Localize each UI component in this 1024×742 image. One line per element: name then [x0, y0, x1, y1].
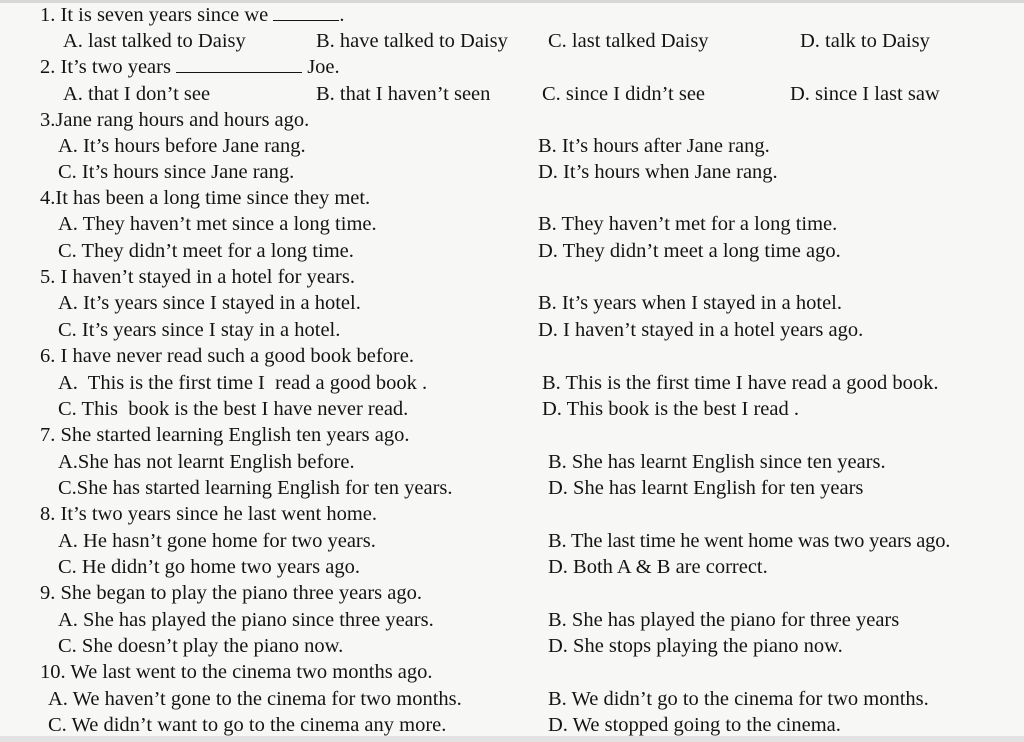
question-8-option-a[interactable]: A. He hasn’t gone home for two years.	[58, 530, 376, 552]
bottom-edge	[0, 736, 1024, 742]
question-4-option-c[interactable]: C. They didn’t meet for a long time.	[58, 240, 354, 262]
question-6-option-b[interactable]: B. This is the first time I have read a good book.	[542, 372, 939, 394]
question-2-option-c[interactable]: C. since I didn’t see	[542, 83, 706, 105]
question-9-option-d[interactable]: D. She stops playing the piano now.	[548, 635, 843, 657]
question-7-option-a[interactable]: A.She has not learnt English before.	[58, 451, 355, 473]
question-3-option-d[interactable]: D. It’s hours when Jane rang.	[538, 161, 778, 183]
question-5-option-c[interactable]: C. It’s years since I stay in a hotel.	[58, 319, 341, 341]
question-2-option-d[interactable]: D. since I last saw	[790, 83, 940, 105]
question-6-option-c[interactable]: C. This book is the best I have never read.	[58, 398, 409, 420]
question-9-option-b[interactable]: B. She has played the piano for three years	[548, 609, 900, 631]
question-10-option-d[interactable]: D. We stopped going to the cinema.	[548, 714, 841, 736]
question-5-option-a[interactable]: A. It’s years since I stayed in a hotel.	[58, 292, 361, 314]
question-1-text: 1. It is seven years since we	[40, 4, 269, 26]
question-1-option-b[interactable]: B. have talked to Daisy	[316, 30, 508, 52]
question-2-stem	[40, 54, 340, 80]
question-10-option-c[interactable]: C. We didn’t want to go to the cinema any more.	[48, 714, 447, 736]
question-9-stem: 9. She began to play the piano three years ago.	[40, 582, 422, 604]
question-3-option-b[interactable]: B. It’s hours after Jane rang.	[538, 135, 770, 157]
question-1-text-end: .	[339, 4, 345, 26]
question-2-option-a[interactable]: A. that I don’t see	[63, 83, 211, 105]
question-6-option-a[interactable]: A. This is the first time I read a good book .	[58, 372, 428, 394]
question-8-stem: 8. It’s two years since he last went home.	[40, 503, 378, 525]
question-10-stem: 10. We last went to the cinema two months ago.	[40, 661, 433, 683]
question-5-option-b[interactable]: B. It’s years when I stayed in a hotel.	[538, 292, 843, 314]
question-1-stem	[40, 2, 345, 28]
question-3-option-c[interactable]: C. It’s hours since Jane rang.	[58, 161, 295, 183]
question-10-option-b[interactable]: B. We didn’t go to the cinema for two months.	[548, 688, 929, 710]
question-1-blank	[273, 2, 339, 21]
question-9-option-c[interactable]: C. She doesn’t play the piano now.	[58, 635, 344, 657]
question-2-text-end: Joe.	[307, 56, 340, 78]
question-4-option-b[interactable]: B. They haven’t met for a long time.	[538, 213, 838, 235]
question-7-stem: 7. She started learning English ten years ago.	[40, 424, 410, 446]
question-2-blank	[176, 54, 302, 73]
question-5-stem: 5. I haven’t stayed in a hotel for years.	[40, 266, 355, 288]
question-3-option-a[interactable]: A. It’s hours before Jane rang.	[58, 135, 306, 157]
question-1-option-d[interactable]: D. talk to Daisy	[800, 30, 930, 52]
question-1-option-a[interactable]: A. last talked to Daisy	[63, 30, 246, 52]
question-6-stem: 6. I have never read such a good book before.	[40, 345, 414, 367]
question-8-option-d[interactable]: D. Both A & B are correct.	[548, 556, 768, 578]
question-9-option-a[interactable]: A. She has played the piano since three years.	[58, 609, 434, 631]
question-5-option-d[interactable]: D. I haven’t stayed in a hotel years ago.	[538, 319, 864, 341]
question-7-option-b[interactable]: B. She has learnt English since ten years.	[548, 451, 886, 473]
question-4-stem: 4.It has been a long time since they met.	[40, 187, 371, 209]
question-8-option-c[interactable]: C. He didn’t go home two years ago.	[58, 556, 360, 578]
question-3-stem: 3.Jane rang hours and hours ago.	[40, 109, 310, 131]
question-2-text: 2. It’s two years	[40, 56, 171, 78]
question-10-option-a[interactable]: A. We haven’t gone to the cinema for two months.	[48, 688, 462, 710]
question-8-option-b[interactable]: B. The last time he went home was two years ago.	[548, 530, 951, 552]
question-2-option-b[interactable]: B. that I haven’t seen	[316, 83, 491, 105]
question-4-option-d[interactable]: D. They didn’t meet a long time ago.	[538, 240, 841, 262]
question-1-option-c[interactable]: C. last talked Daisy	[548, 30, 709, 52]
question-4-option-a[interactable]: A. They haven’t met since a long time.	[58, 213, 377, 235]
question-7-option-c[interactable]: C.She has started learning English for ten years.	[58, 477, 453, 499]
question-6-option-d[interactable]: D. This book is the best I read .	[542, 398, 799, 420]
question-7-option-d[interactable]: D. She has learnt English for ten years	[548, 477, 864, 499]
